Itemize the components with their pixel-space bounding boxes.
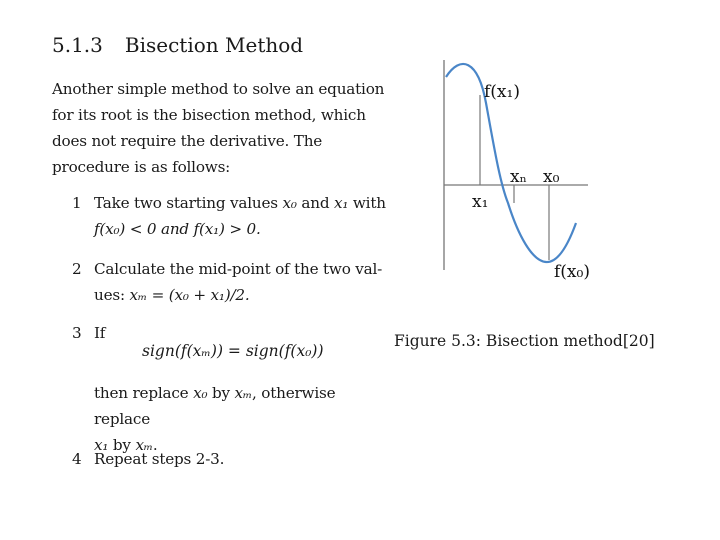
section-heading [52, 33, 303, 57]
step-text-part: . [152, 436, 158, 454]
step-text-part: and [296, 194, 334, 212]
step-text-part: Take two starting values [94, 194, 283, 212]
step-text-part: then replace [94, 384, 194, 402]
step-text [94, 256, 389, 308]
figure-caption: Figure 5.3: Bisection method[20] [394, 332, 655, 350]
sign-equation: sign(f(xₘ)) = sign(f(x₀)) [142, 342, 324, 360]
math-xm: xₘ [135, 436, 153, 454]
step-text-part: by [207, 384, 235, 402]
bisection-figure [428, 55, 593, 290]
math-condition: f(x₀) < 0 and f(x₁) > 0. [94, 220, 261, 238]
section-title: Bisection Method [124, 33, 304, 57]
math-x0: x₀ [282, 194, 297, 212]
step-text: If [94, 324, 106, 342]
step-text-part: , otherwise replace [94, 384, 336, 428]
step-number: 4 [72, 450, 82, 468]
label-fx1: f(x₁) [484, 82, 520, 102]
step-text-part: by [108, 436, 136, 454]
step-number: 2 [72, 260, 82, 278]
label-x1: x₁ [472, 192, 489, 212]
step-number: 3 [72, 324, 82, 342]
step-text-part: with [348, 194, 386, 212]
math-x1: x₁ [333, 194, 349, 212]
step-text-part: Calculate the mid-point of the two val- [94, 260, 383, 278]
step-number: 1 [72, 194, 82, 212]
math-xm: xₘ [234, 384, 253, 402]
step-text-part: ues: [94, 286, 130, 304]
label-fx0: f(x₀) [554, 262, 590, 282]
label-x0: x₀ [543, 167, 560, 187]
math-x1: x₁ [94, 436, 109, 454]
intro-paragraph: Another simple method to solve an equation for its root is the bisection method, which does not require the derivative. The procedure is as follows: [52, 80, 385, 176]
step-text: Repeat steps 2-3. [94, 450, 225, 468]
math-midpoint-formula: xₘ = (x₀ + x₁)/2. [129, 286, 250, 304]
label-xn: xₙ [510, 167, 527, 187]
step-text [94, 190, 389, 242]
section-number: 5.1.3 [52, 33, 103, 57]
math-x0: x₀ [193, 384, 208, 402]
